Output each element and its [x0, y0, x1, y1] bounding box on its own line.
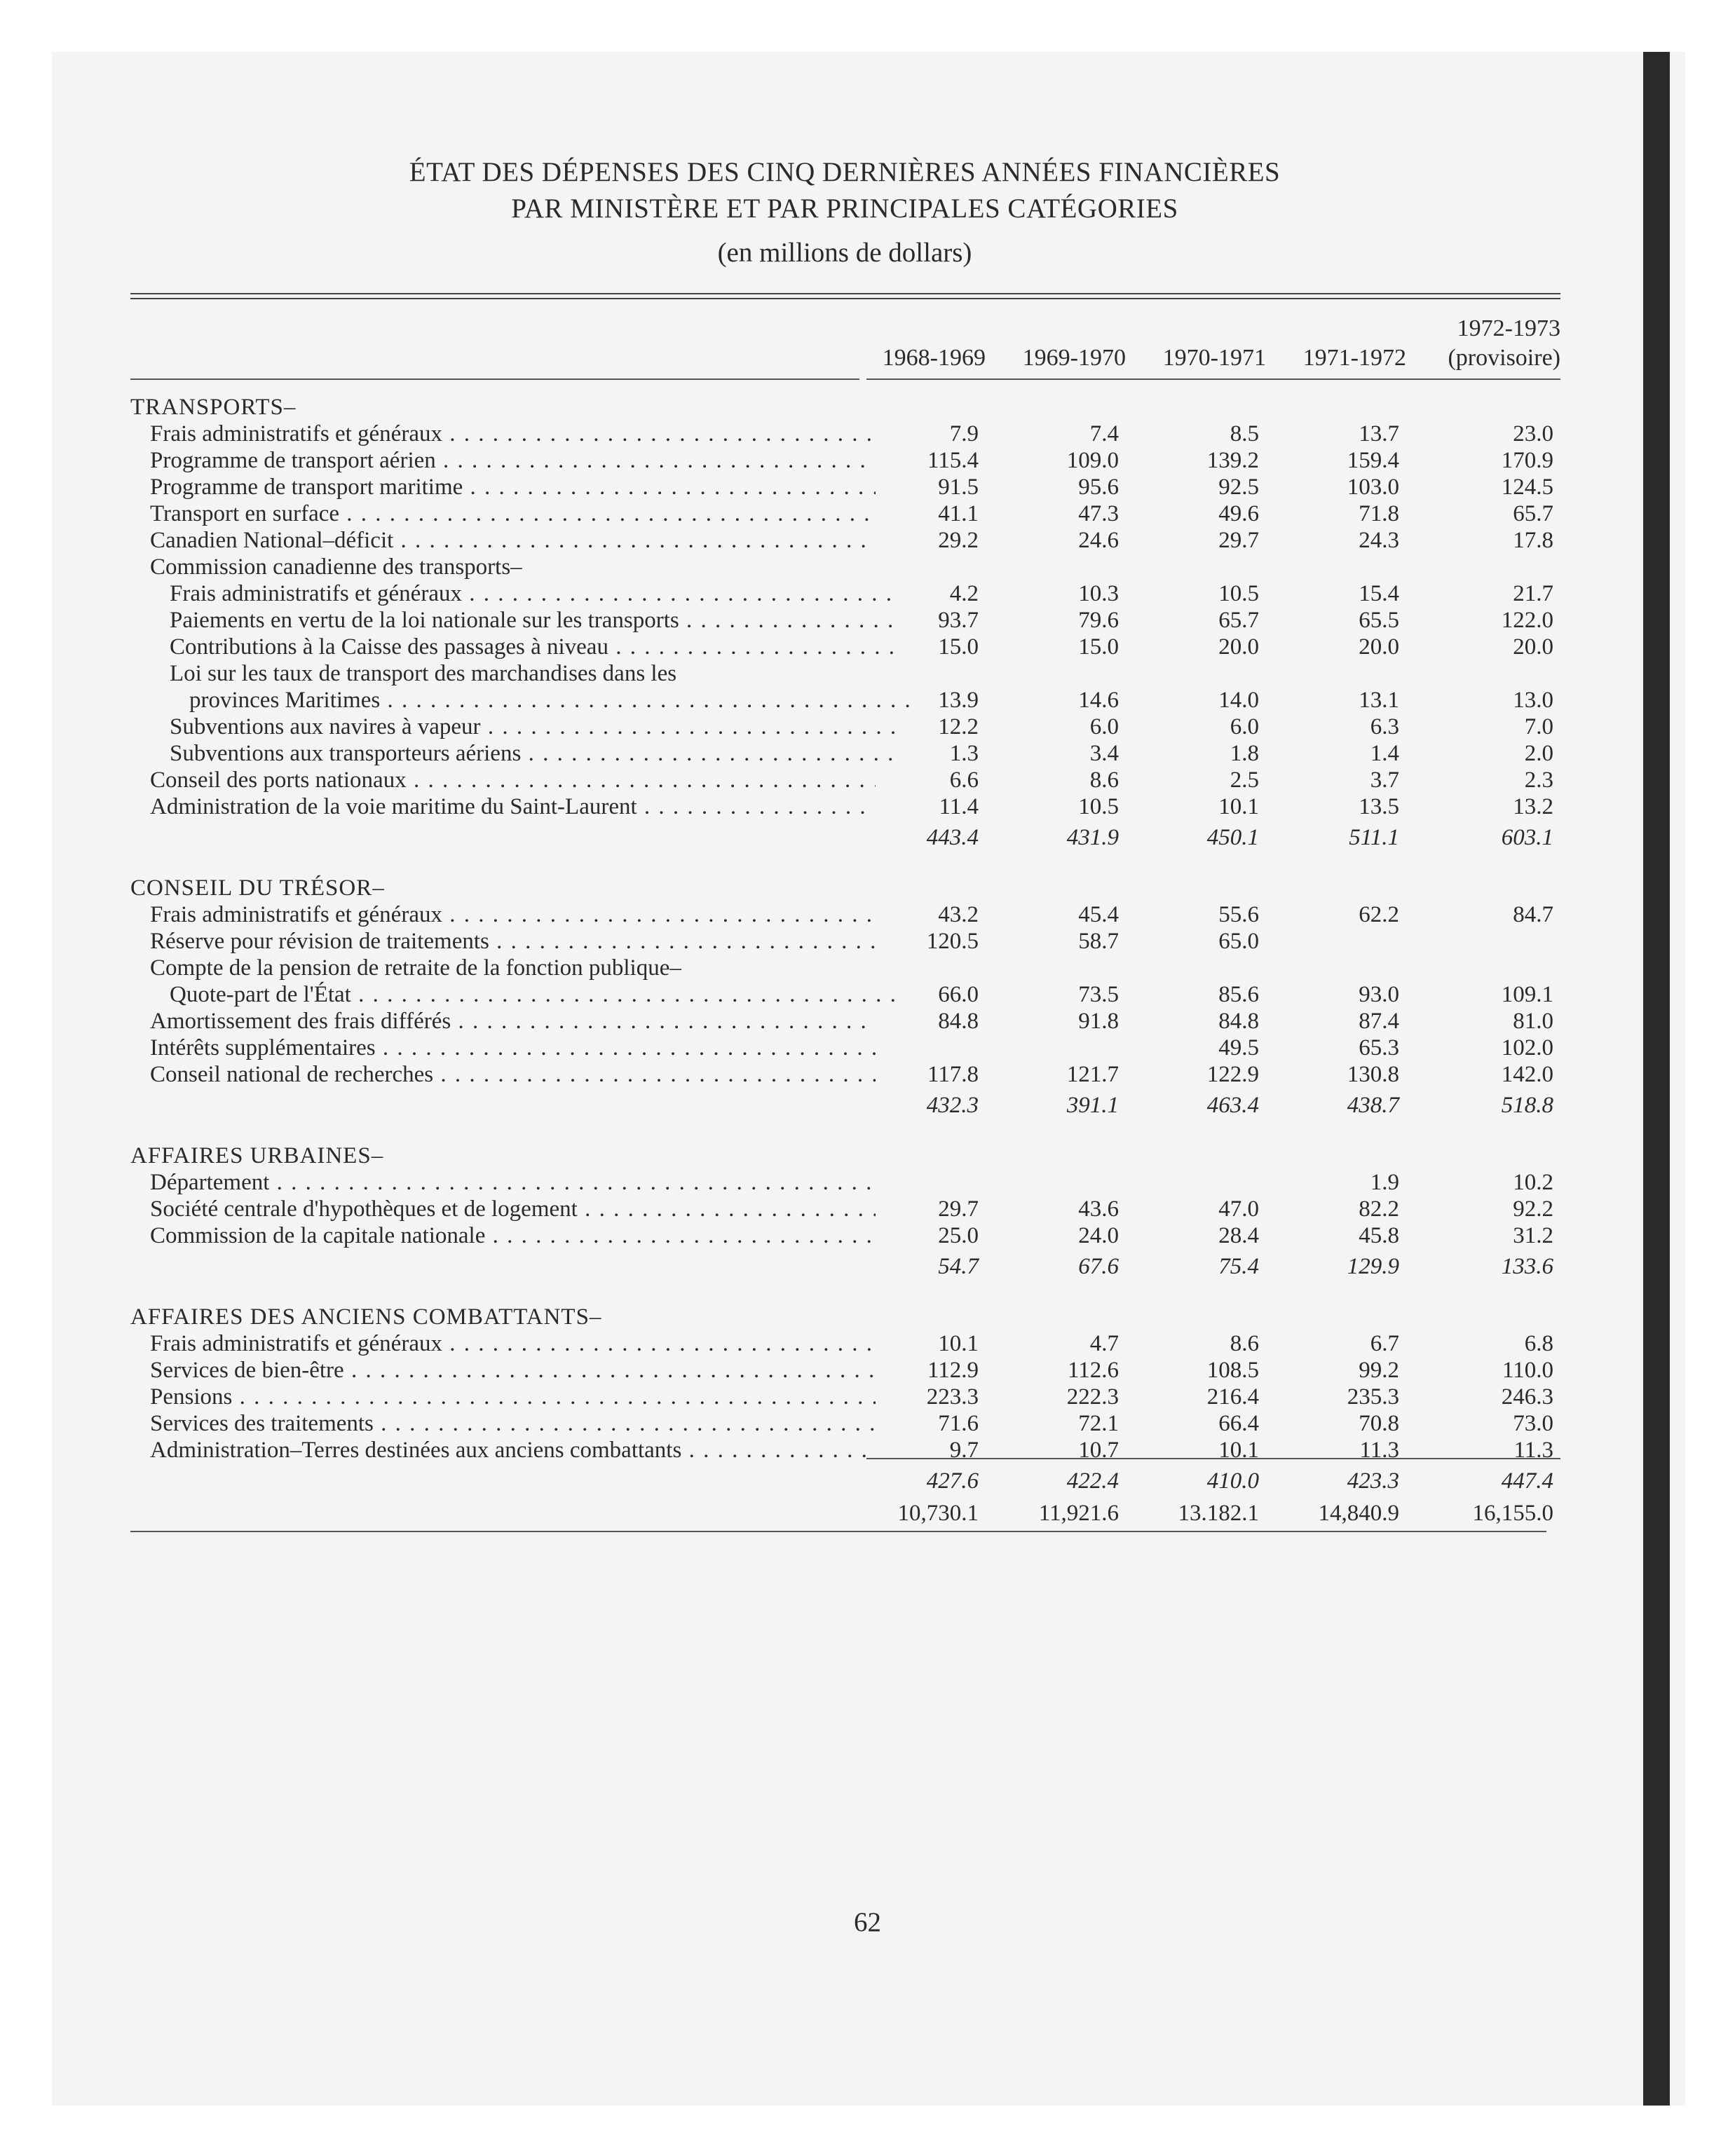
cell-value: 102.0: [1501, 1035, 1553, 1060]
cell-value: 7.9: [949, 421, 979, 446]
cell-value: 422.4: [1066, 1468, 1119, 1494]
table-row: [130, 421, 1560, 447]
table-row: [130, 1437, 1560, 1464]
table-row: [130, 580, 1560, 607]
cell-value: 223.3: [926, 1384, 979, 1410]
cell-value: 66.4: [1218, 1411, 1259, 1436]
cell-value: 25.0: [938, 1223, 979, 1248]
cell-value: 122.0: [1501, 608, 1553, 633]
cell-value: 1.8: [1230, 741, 1259, 766]
cell-value: 58.7: [1078, 929, 1119, 954]
table-row: [130, 1222, 1560, 1249]
total-bottom-rule: [130, 1531, 1546, 1532]
cell-value: 6.8: [1524, 1331, 1553, 1356]
row-label: Programme de transport maritime . . .: [150, 474, 876, 500]
cell-value: 518.8: [1501, 1093, 1553, 1118]
cell-value: 41.1: [938, 501, 979, 526]
cell-value: 31.2: [1513, 1223, 1553, 1248]
cell-value: 84.8: [1218, 1009, 1259, 1034]
cell-value: 84.8: [938, 1009, 979, 1034]
cell-value: 14.0: [1218, 688, 1259, 713]
cell-value: 7.0: [1524, 714, 1553, 739]
header-rule-labels: [130, 378, 859, 380]
cell-value: 49.6: [1218, 501, 1259, 526]
section-heading: [130, 1142, 1560, 1169]
cell-value: 29.2: [938, 528, 979, 553]
cell-value: 6.6: [949, 767, 979, 793]
cell-value: 21.7: [1513, 581, 1553, 606]
cell-value: 29.7: [938, 1196, 979, 1222]
row-label: Paiements en vertu de la loi nationale sur les transports . . .: [170, 607, 895, 634]
subtotal-row: [130, 1088, 1560, 1119]
row-label: Canadien National–déficit . . .: [150, 527, 876, 554]
row-label: Société centrale d'hypothèques et de logement . . .: [150, 1196, 876, 1222]
row-label: Services des traitements . . .: [150, 1410, 876, 1437]
table-row: [130, 554, 1560, 580]
cell-value: 65.7: [1218, 608, 1259, 633]
table-row: [130, 1061, 1560, 1088]
row-label: Commission canadienne des transports–: [150, 554, 522, 580]
cell-value: 43.2: [938, 902, 979, 927]
cell-value: 10.3: [1078, 581, 1119, 606]
cell-value: 11.4: [939, 794, 979, 819]
table-row: [130, 901, 1560, 928]
cell-value: 2.0: [1524, 741, 1553, 766]
cell-value: 130.8: [1347, 1062, 1399, 1087]
cell-value: 4.7: [1089, 1331, 1119, 1356]
cell-value: 65.0: [1218, 929, 1259, 954]
cell-value: 15.0: [938, 634, 979, 660]
row-label: Administration–Terres destinées aux anciens combattants . . .: [150, 1437, 876, 1464]
row-label: Loi sur les taux de transport des marchandises dans les: [170, 661, 677, 686]
cell-value: 10.1: [1218, 794, 1259, 819]
column-header-1968: 1968-1969: [882, 345, 986, 371]
table-row: [130, 607, 1560, 634]
cell-value: 47.0: [1218, 1196, 1259, 1222]
table-row: [130, 981, 1560, 1008]
table-row: [130, 1384, 1560, 1410]
cell-value: 124.5: [1501, 475, 1553, 500]
cell-value: 73.5: [1078, 982, 1119, 1007]
table-row: [130, 447, 1560, 474]
cell-value: 13.2: [1513, 794, 1553, 819]
cell-value: 11,921.6: [1038, 1501, 1119, 1526]
table-row: [130, 500, 1560, 527]
table-row: [130, 928, 1560, 955]
row-label: Frais administratifs et généraux . . .: [150, 421, 876, 447]
cell-value: 95.6: [1078, 475, 1119, 500]
cell-value: 20.0: [1218, 634, 1259, 660]
cell-value: 423.3: [1347, 1468, 1399, 1494]
cell-value: 6.0: [1089, 714, 1119, 739]
section-gap: [130, 1280, 1560, 1304]
cell-value: 103.0: [1347, 475, 1399, 500]
row-label: Pensions . . .: [150, 1384, 876, 1410]
cell-value: 15.4: [1359, 581, 1399, 606]
cell-value: 14,840.9: [1318, 1501, 1399, 1526]
cell-value: 1.3: [949, 741, 979, 766]
table-row: [130, 1008, 1560, 1035]
table-row: [130, 474, 1560, 500]
cell-value: 6.0: [1230, 714, 1259, 739]
cell-value: 54.7: [938, 1254, 979, 1279]
cell-value: 139.2: [1206, 448, 1259, 473]
cell-value: 13.5: [1359, 794, 1399, 819]
row-label: Intérêts supplémentaires . . .: [150, 1035, 876, 1061]
cell-value: 20.0: [1359, 634, 1399, 660]
row-label: Département . . .: [150, 1169, 876, 1196]
section-title: AFFAIRES DES ANCIENS COMBATTANTS–: [130, 1304, 602, 1330]
cell-value: 47.3: [1078, 501, 1119, 526]
cell-value: 93.0: [1359, 982, 1399, 1007]
row-label: Subventions aux transporteurs aériens . . .: [170, 740, 895, 767]
section-title: AFFAIRES URBAINES–: [130, 1143, 384, 1168]
table-row: [130, 955, 1560, 981]
cell-value: 45.4: [1078, 902, 1119, 927]
cell-value: 12.2: [938, 714, 979, 739]
cell-value: 6.7: [1370, 1331, 1399, 1356]
cell-value: 65.5: [1359, 608, 1399, 633]
cell-value: 23.0: [1513, 421, 1553, 446]
cell-value: 159.4: [1347, 448, 1399, 473]
cell-value: 108.5: [1206, 1358, 1259, 1383]
title-line-2: PAR MINISTÈRE ET PAR PRINCIPALES CATÉGORIES: [511, 193, 1178, 224]
table-row: [130, 1196, 1560, 1222]
cell-value: 603.1: [1501, 825, 1553, 850]
cell-value: 99.2: [1359, 1358, 1399, 1383]
cell-value: 431.9: [1066, 825, 1119, 850]
cell-value: 82.2: [1359, 1196, 1399, 1222]
cell-value: 110.0: [1502, 1358, 1553, 1383]
cell-value: 216.4: [1206, 1384, 1259, 1410]
table-row: [130, 1035, 1560, 1061]
cell-value: 10.2: [1513, 1170, 1553, 1195]
cell-value: 43.6: [1078, 1196, 1119, 1222]
cell-value: 10.5: [1078, 794, 1119, 819]
cell-value: 20.0: [1513, 634, 1553, 660]
cell-value: 410.0: [1206, 1468, 1259, 1494]
cell-value: 91.5: [938, 475, 979, 500]
cell-value: 79.6: [1078, 608, 1119, 633]
cell-value: 10.1: [1218, 1438, 1259, 1463]
cell-value: 87.4: [1359, 1009, 1399, 1034]
table-row: [130, 1410, 1560, 1437]
binding-edge: [1643, 52, 1670, 2106]
table-row: [130, 687, 1560, 714]
cell-value: 11.3: [1359, 1438, 1399, 1463]
cell-value: 13.0: [1513, 688, 1553, 713]
cell-value: 91.8: [1078, 1009, 1119, 1034]
table-row: [130, 740, 1560, 767]
cell-value: 3.7: [1370, 767, 1399, 793]
cell-value: 11.3: [1513, 1438, 1553, 1463]
cell-value: 109.0: [1066, 448, 1119, 473]
header-rule-values: [866, 378, 1560, 380]
subtotal-row: [130, 820, 1560, 851]
cell-value: 84.7: [1513, 902, 1553, 927]
table-row: [130, 527, 1560, 554]
cell-value: 85.6: [1218, 982, 1259, 1007]
total-top-rule: [866, 1458, 1560, 1459]
cell-value: 120.5: [926, 929, 979, 954]
cell-value: 16,155.0: [1472, 1501, 1553, 1526]
cell-value: 10.5: [1218, 581, 1259, 606]
table-row: [130, 1330, 1560, 1357]
cell-value: 92.5: [1218, 475, 1259, 500]
row-label: Programme de transport aérien . . .: [150, 447, 876, 474]
cell-value: 7.4: [1089, 421, 1119, 446]
table-row: [130, 714, 1560, 740]
column-header-1969: 1969-1970: [1022, 345, 1126, 371]
row-label: Frais administratifs et généraux . . .: [170, 580, 895, 607]
cell-value: 8.6: [1089, 767, 1119, 793]
table-row: [130, 793, 1560, 820]
table-row: [130, 634, 1560, 660]
cell-value: 13.182.1: [1178, 1501, 1259, 1526]
cell-value: 72.1: [1078, 1411, 1119, 1436]
cell-value: 112.9: [927, 1358, 979, 1383]
table-row: [130, 767, 1560, 793]
section-gap: [130, 1119, 1560, 1142]
cell-value: 70.8: [1359, 1411, 1399, 1436]
row-label: Conseil des ports nationaux . . .: [150, 767, 876, 793]
row-label: provinces Maritimes . . .: [189, 687, 915, 714]
column-header-1972: 1972-1973 (provisoire): [1448, 315, 1560, 371]
cell-value: 463.4: [1206, 1093, 1259, 1118]
row-label: Amortissement des frais différés . . .: [150, 1008, 876, 1035]
cell-value: 67.6: [1078, 1254, 1119, 1279]
grand-total-row: [130, 1494, 1560, 1529]
cell-value: 1.4: [1370, 741, 1399, 766]
cell-value: 17.8: [1513, 528, 1553, 553]
cell-value: 112.6: [1067, 1358, 1119, 1383]
row-label: Contributions à la Caisse des passages à niveau . . .: [170, 634, 895, 660]
cell-value: 81.0: [1513, 1009, 1553, 1034]
cell-value: 2.5: [1230, 767, 1259, 793]
cell-value: 24.0: [1078, 1223, 1119, 1248]
cell-value: 4.2: [949, 581, 979, 606]
cell-value: 29.7: [1218, 528, 1259, 553]
section-heading: [130, 394, 1560, 421]
subtotal-row: [130, 1464, 1560, 1494]
cell-value: 15.0: [1078, 634, 1119, 660]
cell-value: 49.5: [1218, 1035, 1259, 1060]
row-label: Subventions aux navires à vapeur . . .: [170, 714, 895, 740]
cell-value: 438.7: [1347, 1093, 1399, 1118]
row-label: Compte de la pension de retraite de la fonction publique–: [150, 955, 681, 981]
cell-value: 71.6: [938, 1411, 979, 1436]
table-row: [130, 1357, 1560, 1384]
section-title: CONSEIL DU TRÉSOR–: [130, 875, 385, 901]
cell-value: 10.1: [938, 1331, 979, 1356]
cell-value: 13.9: [938, 688, 979, 713]
cell-value: 65.3: [1359, 1035, 1399, 1060]
cell-value: 2.3: [1524, 767, 1553, 793]
row-label: Frais administratifs et généraux . . .: [150, 1330, 876, 1357]
cell-value: 75.4: [1218, 1254, 1259, 1279]
cell-value: 10.7: [1078, 1438, 1119, 1463]
cell-value: 511.1: [1349, 825, 1399, 850]
header-double-rule: [130, 293, 1560, 299]
cell-value: 9.7: [949, 1438, 979, 1463]
subtotal-row: [130, 1249, 1560, 1280]
row-label: Administration de la voie maritime du Saint-Laurent . . .: [150, 793, 876, 820]
cell-value: 13.1: [1359, 688, 1399, 713]
expenditure-table: [130, 394, 1560, 1529]
cell-value: 115.4: [927, 448, 979, 473]
cell-value: 45.8: [1359, 1223, 1399, 1248]
row-label: Quote-part de l'État . . .: [170, 981, 895, 1008]
cell-value: 246.3: [1501, 1384, 1553, 1410]
cell-value: 10,730.1: [897, 1501, 979, 1526]
cell-value: 28.4: [1218, 1223, 1259, 1248]
cell-value: 450.1: [1206, 825, 1259, 850]
cell-value: 65.7: [1513, 501, 1553, 526]
row-label: Transport en surface . . .: [150, 500, 876, 527]
cell-value: 121.7: [1066, 1062, 1119, 1087]
title-line-1: ÉTAT DES DÉPENSES DES CINQ DERNIÈRES ANNÉES FINANCIÈRES: [409, 157, 1281, 187]
cell-value: 13.7: [1359, 421, 1399, 446]
cell-value: 443.4: [926, 825, 979, 850]
cell-value: 93.7: [938, 608, 979, 633]
section-heading: [130, 875, 1560, 901]
cell-value: 55.6: [1218, 902, 1259, 927]
cell-value: 142.0: [1501, 1062, 1553, 1087]
cell-value: 8.5: [1230, 421, 1259, 446]
section-gap: [130, 851, 1560, 875]
page-number: 62: [854, 1907, 881, 1937]
cell-value: 71.8: [1359, 501, 1399, 526]
cell-value: 427.6: [926, 1468, 979, 1494]
cell-value: 129.9: [1347, 1254, 1399, 1279]
cell-value: 109.1: [1501, 982, 1553, 1007]
cell-value: 24.3: [1359, 528, 1399, 553]
cell-value: 447.4: [1501, 1468, 1553, 1494]
cell-value: 73.0: [1513, 1411, 1553, 1436]
section-title: TRANSPORTS–: [130, 395, 297, 420]
row-label: Commission de la capitale nationale . . .: [150, 1222, 876, 1249]
cell-value: 62.2: [1359, 902, 1399, 927]
cell-value: 3.4: [1089, 741, 1119, 766]
row-label: Services de bien-être . . .: [150, 1357, 876, 1384]
section-heading: [130, 1304, 1560, 1330]
cell-value: 66.0: [938, 982, 979, 1007]
table-row: [130, 1169, 1560, 1196]
cell-value: 170.9: [1501, 448, 1553, 473]
cell-value: 14.6: [1078, 688, 1119, 713]
cell-value: 117.8: [927, 1062, 979, 1087]
row-label: Frais administratifs et généraux . . .: [150, 901, 876, 928]
cell-value: 391.1: [1066, 1093, 1119, 1118]
subtitle: (en millions de dollars): [717, 238, 972, 268]
cell-value: 6.3: [1370, 714, 1399, 739]
cell-value: 8.6: [1230, 1331, 1259, 1356]
cell-value: 1.9: [1370, 1170, 1399, 1195]
row-label: Conseil national de recherches . . .: [150, 1061, 876, 1088]
title-block: [126, 154, 1563, 268]
column-header-1971: 1971-1972: [1302, 345, 1406, 371]
cell-value: 235.3: [1347, 1384, 1399, 1410]
cell-value: 122.9: [1206, 1062, 1259, 1087]
row-label: Réserve pour révision de traitements . . .: [150, 928, 876, 955]
cell-value: 432.3: [926, 1093, 979, 1118]
cell-value: 92.2: [1513, 1196, 1553, 1222]
cell-value: 24.6: [1078, 528, 1119, 553]
column-header-1970: 1970-1971: [1162, 345, 1266, 371]
cell-value: 133.6: [1501, 1254, 1553, 1279]
cell-value: 222.3: [1066, 1384, 1119, 1410]
table-row: [130, 660, 1560, 687]
